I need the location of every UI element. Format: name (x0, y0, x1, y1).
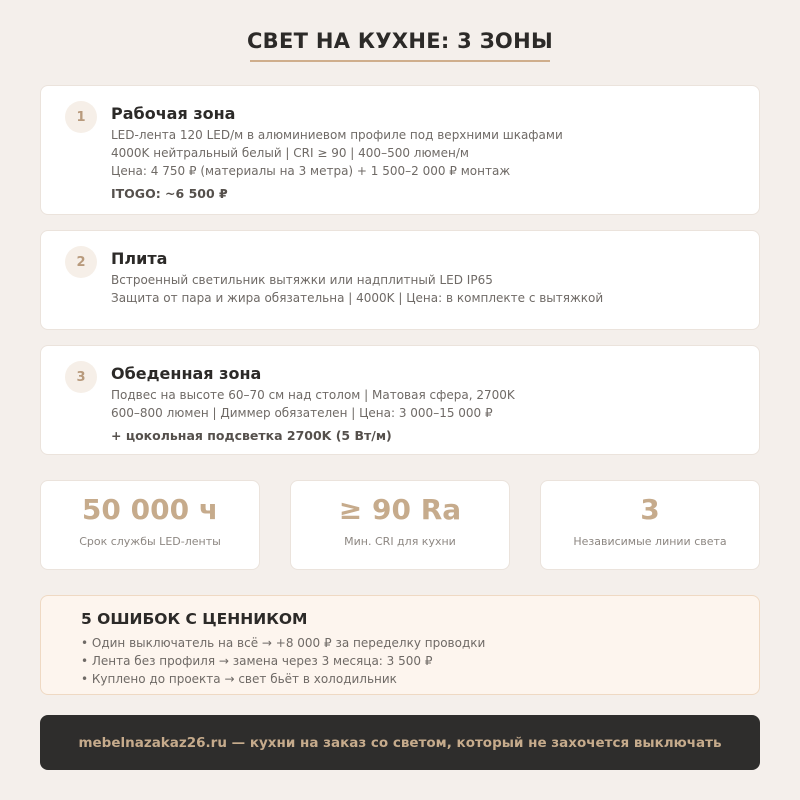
zone-number-badge: 2 (65, 246, 97, 278)
zone-description (111, 271, 739, 307)
list-item: • Лента без профиля → замена через 3 месяца: 3 500 ₽ (81, 654, 433, 668)
zone-description (111, 386, 739, 422)
stat-value: 50 000 ч (81, 493, 219, 526)
zone-line: Защита от пара и жира обязательна | 4000K | Цена: в комплекте с вытяжкой (111, 291, 604, 305)
zone-body (111, 104, 739, 203)
stat-label: Независимые линии света (573, 535, 727, 548)
footer-text: mebelnazakaz26.ru — кухни на заказ со светом, который не захочется выключать (78, 734, 722, 751)
zone-line: Встроенный светильник вытяжки или надплитный LED IP65 (111, 273, 493, 287)
mistakes-list (81, 634, 485, 688)
zone-card-dining (40, 345, 760, 455)
zone-body (111, 364, 739, 445)
footer-banner (40, 715, 760, 770)
zone-line: 4000K нейтральный белый | CRI ≥ 90 | 400–500 люмен/м (111, 146, 469, 160)
zone-number-badge: 3 (65, 361, 97, 393)
list-item: • Один выключатель на всё → +8 000 ₽ за переделку проводки (81, 636, 486, 650)
mistakes-panel (40, 595, 760, 695)
stat-card-cri (290, 480, 510, 570)
page-title: СВЕТ НА КУХНЕ: 3 ЗОНЫ (246, 29, 554, 53)
zone-card-stove (40, 230, 760, 330)
list-item: • Куплено до проекта → свет бьёт в холодильник (81, 672, 397, 686)
stat-label: Мин. CRI для кухни (344, 535, 456, 548)
mistakes-title: 5 ОШИБОК С ЦЕННИКОМ (81, 610, 308, 628)
zone-line: Цена: 4 750 ₽ (материалы на 3 метра) + 1 500–2 000 ₽ монтаж (111, 164, 511, 178)
zone-line: 600–800 люмен | Диммер обязателен | Цена: 3 000–15 000 ₽ (111, 406, 493, 420)
zone-line: Подвес на высоте 60–70 см над столом | Матовая сфера, 2700K (111, 388, 515, 402)
zone-card-work (40, 85, 760, 215)
stat-label: Срок службы LED-ленты (79, 535, 221, 548)
zone-title: Рабочая зона (111, 104, 236, 123)
zone-title: Обеденная зона (111, 364, 262, 383)
stat-card-led-lifetime (40, 480, 260, 570)
zone-body (111, 249, 739, 307)
zone-total: ITOGO: ~6 500 ₽ (111, 186, 228, 201)
zone-line: LED-лента 120 LED/м в алюминиевом профиле под верхними шкафами (111, 128, 563, 142)
zone-description (111, 126, 739, 180)
title-underline (250, 60, 550, 62)
zone-number-badge: 1 (65, 101, 97, 133)
zone-total: + цокольная подсветка 2700K (5 Вт/м) (111, 428, 392, 443)
stat-value: ≥ 90 Ra (338, 493, 462, 526)
stat-card-light-lines (540, 480, 760, 570)
stat-value: 3 (640, 493, 660, 526)
zone-title: Плита (111, 249, 168, 268)
